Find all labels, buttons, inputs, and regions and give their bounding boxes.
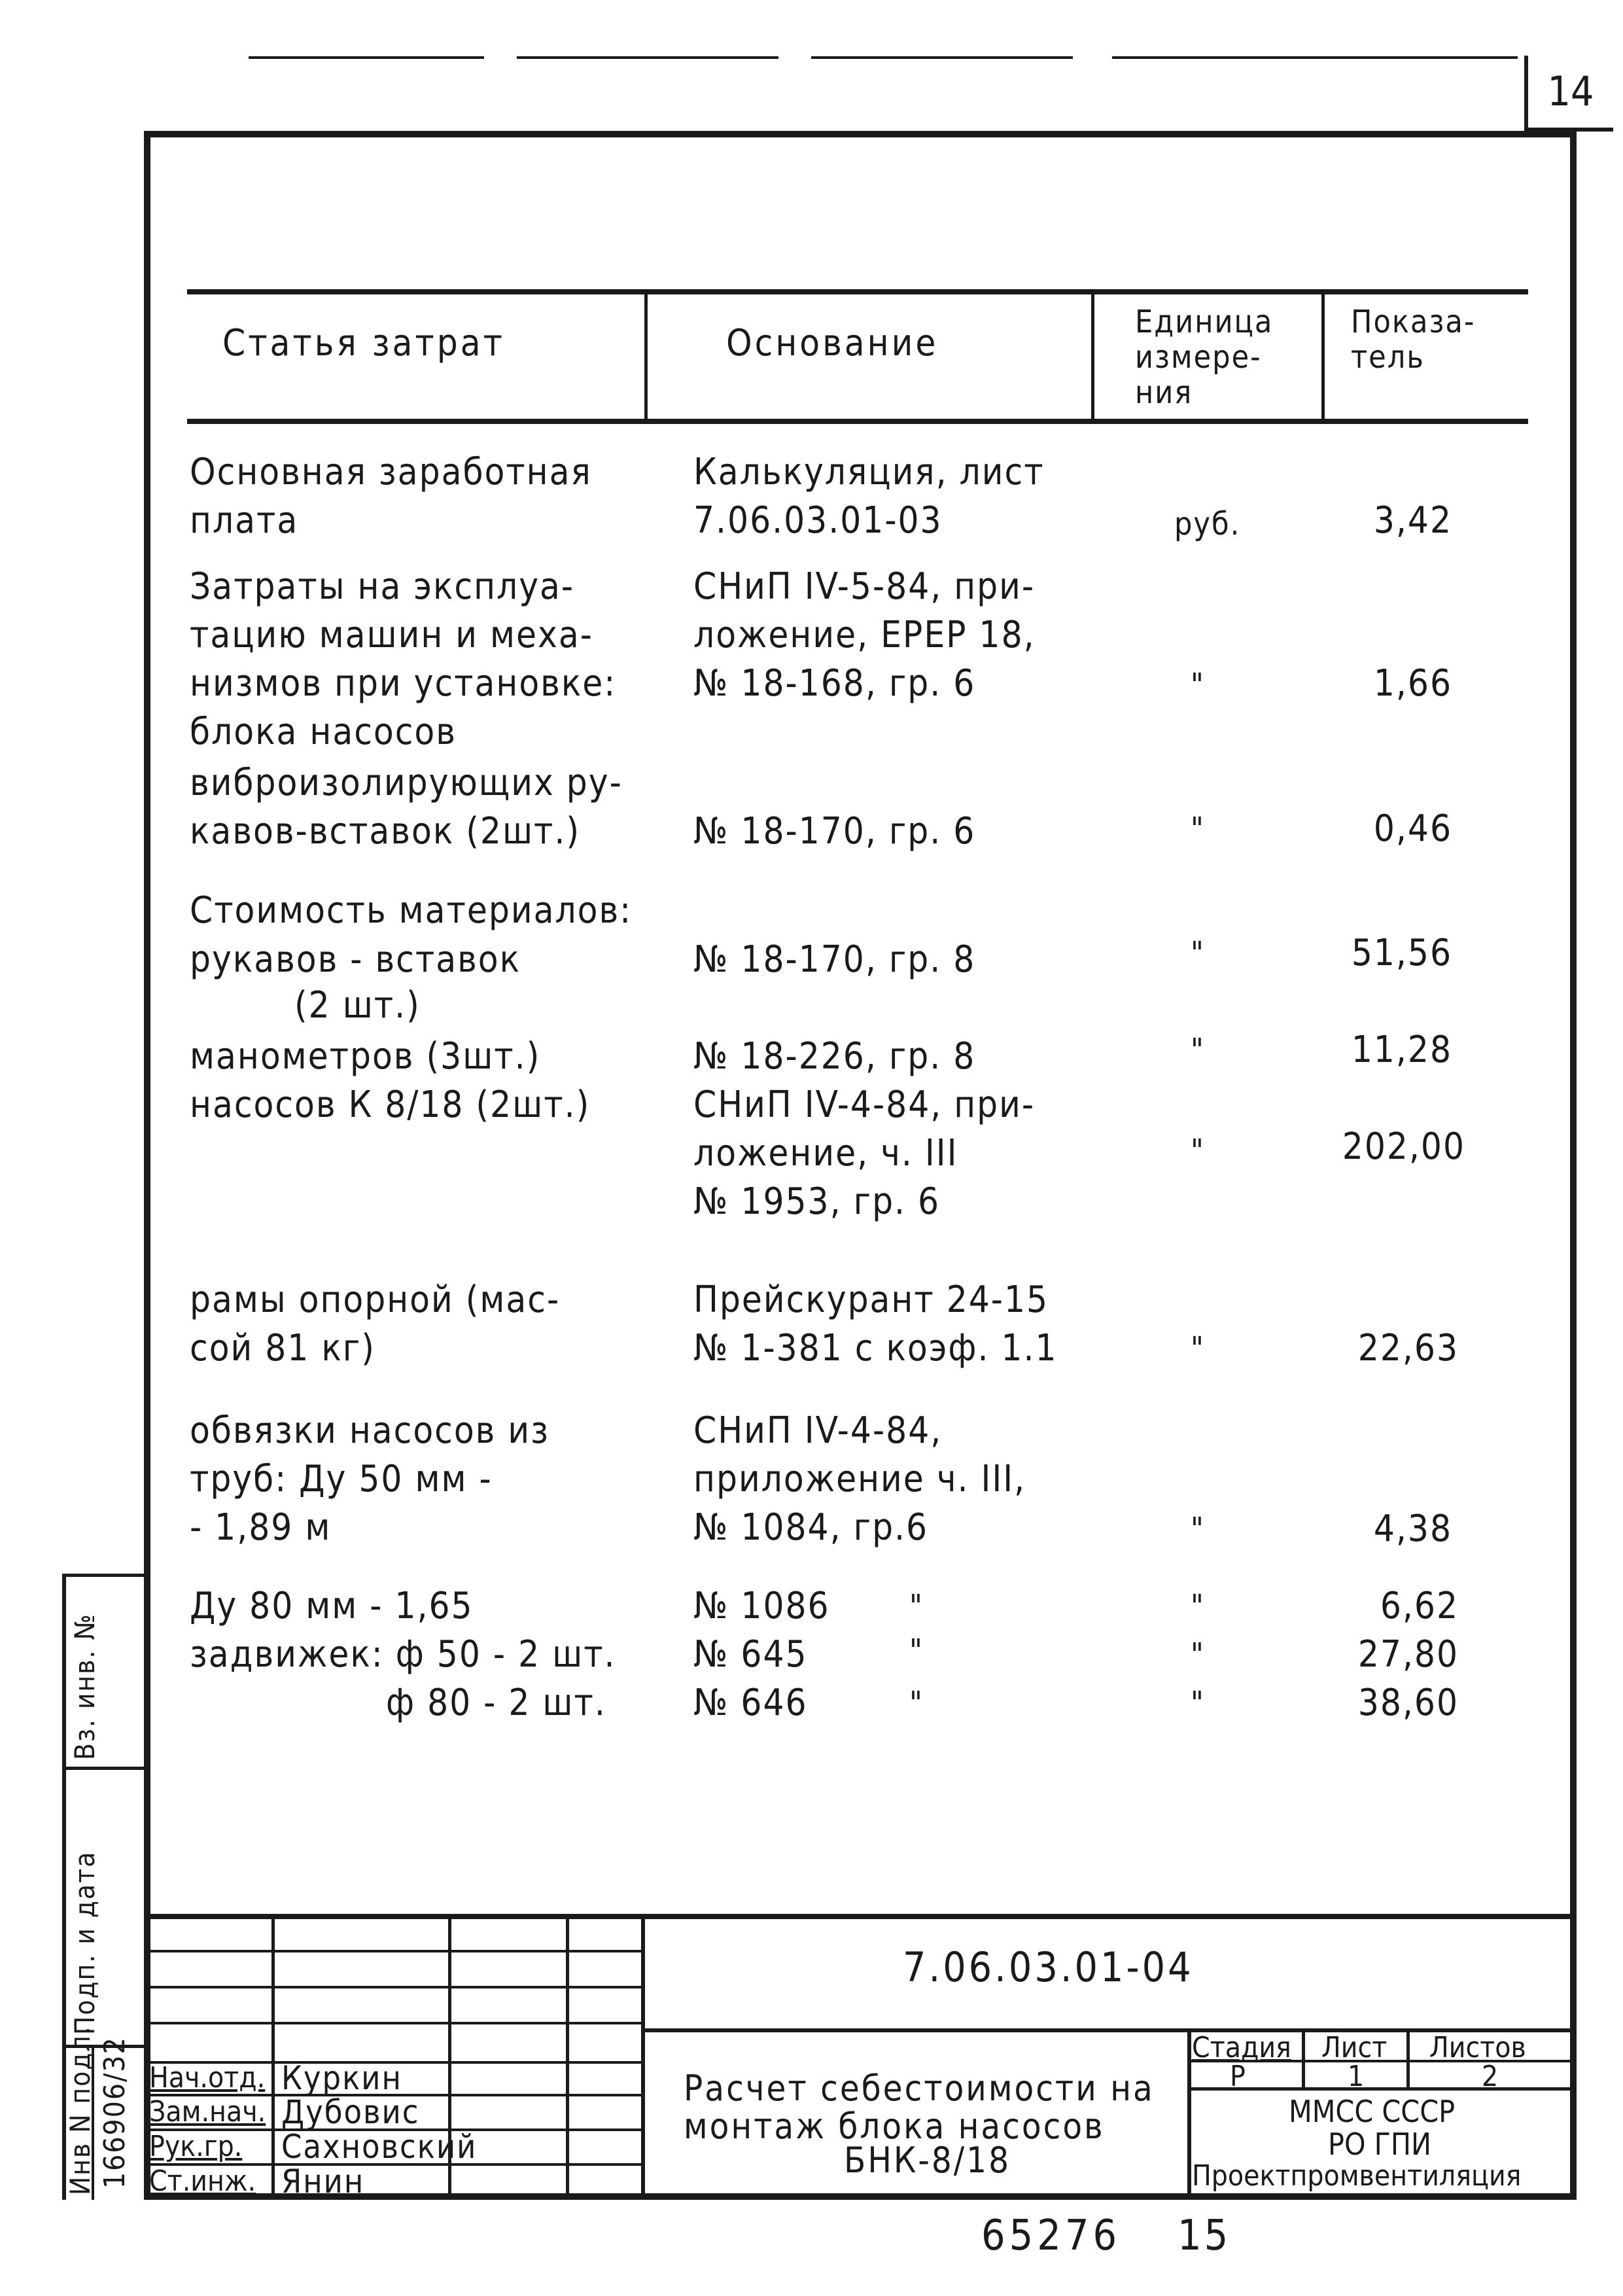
header-item: Статья затрат [222, 322, 505, 364]
row-item-line: низмов при установке: [190, 662, 617, 705]
stamp-grid-v [1187, 2028, 1191, 2200]
row-unit: " [1191, 1588, 1205, 1625]
row-basis-line: № 645 [693, 1633, 808, 1676]
top-dash-line [1112, 56, 1518, 59]
header-basis: Основание [726, 322, 939, 364]
stamp-name: Куркин [281, 2059, 402, 2097]
row-unit: руб. [1174, 506, 1241, 542]
row-ditto: " [909, 1685, 924, 1722]
stamp-grid-v [1302, 2028, 1305, 2087]
strip-inv-orig-value: 166906/32 [98, 2036, 131, 2189]
row-item-line: насосов К 8/18 (2шт.) [190, 1084, 591, 1126]
row-value: 51,56 [1351, 932, 1452, 974]
row-item-line: - 1,89 м [190, 1506, 332, 1549]
row-basis-line: СНиП IV-4-84, [693, 1409, 943, 1452]
row-item-line: виброизолирующих ру- [190, 762, 623, 804]
stamp-doc-code: 7.06.03.01-04 [903, 1943, 1194, 1991]
stamp-grid-v [566, 1914, 569, 2200]
stamp-top-rule [144, 1914, 1577, 1919]
stamp-grid-v [641, 1914, 645, 2200]
top-dash-line [517, 56, 778, 59]
stamp-sheet-value: 1 [1348, 2060, 1365, 2093]
row-value: 11,28 [1351, 1029, 1452, 1071]
stamp-name: Дубовис [281, 2093, 420, 2131]
row-ditto: " [909, 1633, 924, 1669]
header-value-2: тель [1351, 339, 1425, 376]
stamp-org-line: ММСС СССР [1289, 2094, 1456, 2129]
stamp-sheet-label: Лист [1321, 2031, 1387, 2064]
row-unit: " [1191, 811, 1205, 847]
strip-sign-date-label: Подп. и дата [69, 1850, 101, 2035]
stamp-title-line: БНК-8/18 [844, 2140, 1011, 2181]
row-value: 6,62 [1380, 1585, 1459, 1627]
row-basis-line: № 18-170, гр. 6 [693, 810, 976, 853]
row-basis-line: № 18-168, гр. 6 [693, 662, 976, 705]
footer-archive-number: 65276 [981, 2212, 1121, 2260]
row-item-line: Стоимость материалов: [190, 889, 633, 932]
row-item-line: манометров (3шт.) [190, 1035, 541, 1078]
row-unit: " [1191, 1636, 1205, 1673]
stamp-grid-h [144, 2022, 644, 2024]
row-value: 4,38 [1373, 1508, 1452, 1550]
row-value: 0,46 [1373, 807, 1452, 850]
strip-top-rule [62, 1574, 147, 1577]
stamp-grid-h [144, 1950, 644, 1952]
table-top-rule [187, 289, 1528, 294]
stamp-role: Ст.инж. [149, 2164, 256, 2198]
row-unit: " [1191, 1032, 1205, 1069]
row-item-line: ф 80 - 2 шт. [386, 1682, 606, 1724]
row-basis-line: ложение, ч. III [693, 1132, 958, 1174]
row-unit: " [1191, 1133, 1205, 1169]
row-value: 38,60 [1357, 1682, 1459, 1724]
row-ditto: " [909, 1588, 924, 1625]
row-item-line: блока насосов [190, 711, 457, 753]
stamp-org-line: РО ГПИ [1328, 2127, 1431, 2162]
row-basis-line: № 18-170, гр. 8 [693, 938, 976, 981]
header-value-1: Показа- [1351, 304, 1476, 340]
row-unit: " [1191, 667, 1205, 703]
row-value: 22,63 [1357, 1327, 1459, 1369]
row-item-line: кавов-вставок (2шт.) [190, 810, 581, 853]
stamp-name: Сахновский [281, 2128, 478, 2166]
stamp-sheets-value: 2 [1482, 2060, 1499, 2093]
stamp-role: Нач.отд. [149, 2061, 266, 2094]
stamp-grid-v [1406, 2028, 1410, 2087]
stamp-stage-label: Стадия [1192, 2031, 1291, 2064]
stamp-title-line: Расчет себестоимости на [684, 2068, 1155, 2109]
row-item-line: (2 шт.) [294, 984, 421, 1027]
row-unit: " [1191, 935, 1205, 972]
stamp-sheets-label: Листов [1429, 2031, 1526, 2064]
row-basis-line: № 1-381 с коэф. 1.1 [693, 1327, 1058, 1369]
strip-rule [62, 1767, 147, 1770]
row-basis-line: № 18-226, гр. 8 [693, 1035, 976, 1078]
strip-inv-orig-label: Инв N подл. [64, 2025, 96, 2195]
row-basis-line: Калькуляция, лист [693, 451, 1045, 493]
row-value: 202,00 [1342, 1125, 1465, 1168]
row-item-line: плата [190, 499, 299, 542]
row-item-line: рамы опорной (мас- [190, 1279, 561, 1321]
stamp-stage-value: Р [1230, 2060, 1246, 2093]
stamp-title-line: монтаж блока насосов [684, 2106, 1105, 2147]
strip-inv-dup-label: Вз. инв. № [69, 1613, 101, 1760]
stamp-name: Янин [281, 2163, 365, 2200]
stamp-org-line: Проектпромвентиляция [1192, 2159, 1522, 2193]
column-divider [644, 292, 648, 421]
header-unit-3: ния [1135, 374, 1193, 411]
row-item-line: Затраты на эксплуа- [190, 565, 575, 608]
row-basis-line: 7.06.03.01-03 [693, 499, 943, 542]
row-basis-line: № 1953, гр. 6 [693, 1180, 941, 1223]
stamp-role: Рук.гр. [149, 2130, 243, 2163]
header-unit-2: измере- [1135, 339, 1262, 376]
stamp-grid-h [144, 1986, 644, 1988]
row-basis-line: № 646 [693, 1682, 808, 1724]
row-item-line: сой 81 кг) [190, 1327, 375, 1369]
header-unit-1: Единица [1135, 304, 1274, 340]
row-value: 27,80 [1357, 1633, 1459, 1676]
row-basis-line: № 1086 [693, 1585, 830, 1627]
row-basis-line: ложение, ЕРЕР 18, [693, 614, 1036, 656]
top-dash-line [811, 56, 1073, 59]
row-basis-line: СНиП IV-4-84, при- [693, 1084, 1036, 1126]
row-value: 3,42 [1373, 499, 1452, 542]
page-number: 14 [1524, 56, 1613, 132]
row-item-line: тацию машин и меха- [190, 614, 593, 656]
top-dash-line [249, 56, 484, 59]
row-item-line: Ду 80 мм - 1,65 [190, 1585, 474, 1627]
footer-page-ref: 15 [1178, 2212, 1231, 2260]
column-divider [1091, 292, 1094, 421]
row-basis-line: приложение ч. III, [693, 1458, 1026, 1500]
row-basis-line: Прейскурант 24-15 [693, 1279, 1049, 1321]
stamp-role: Зам.нач. [149, 2095, 266, 2128]
column-divider [1321, 292, 1325, 421]
row-item-line: задвижек: ф 50 - 2 шт. [190, 1633, 616, 1676]
row-value: 1,66 [1373, 662, 1452, 705]
row-basis-line: № 1084, гр.6 [693, 1506, 929, 1549]
row-unit: " [1191, 1330, 1205, 1367]
stamp-grid-v [271, 1914, 275, 2200]
row-item-line: труб: Ду 50 мм - [190, 1458, 493, 1500]
row-item-line: обвязки насосов из [190, 1409, 550, 1452]
table-header-bottom-rule [187, 419, 1528, 424]
row-item-line: рукавов - вставок [190, 938, 521, 981]
row-unit: " [1191, 1511, 1205, 1547]
stamp-grid-h [1187, 2087, 1577, 2091]
row-basis-line: СНиП IV-5-84, при- [693, 565, 1036, 608]
row-unit: " [1191, 1685, 1205, 1722]
row-item-line: Основная заработная [190, 451, 592, 493]
